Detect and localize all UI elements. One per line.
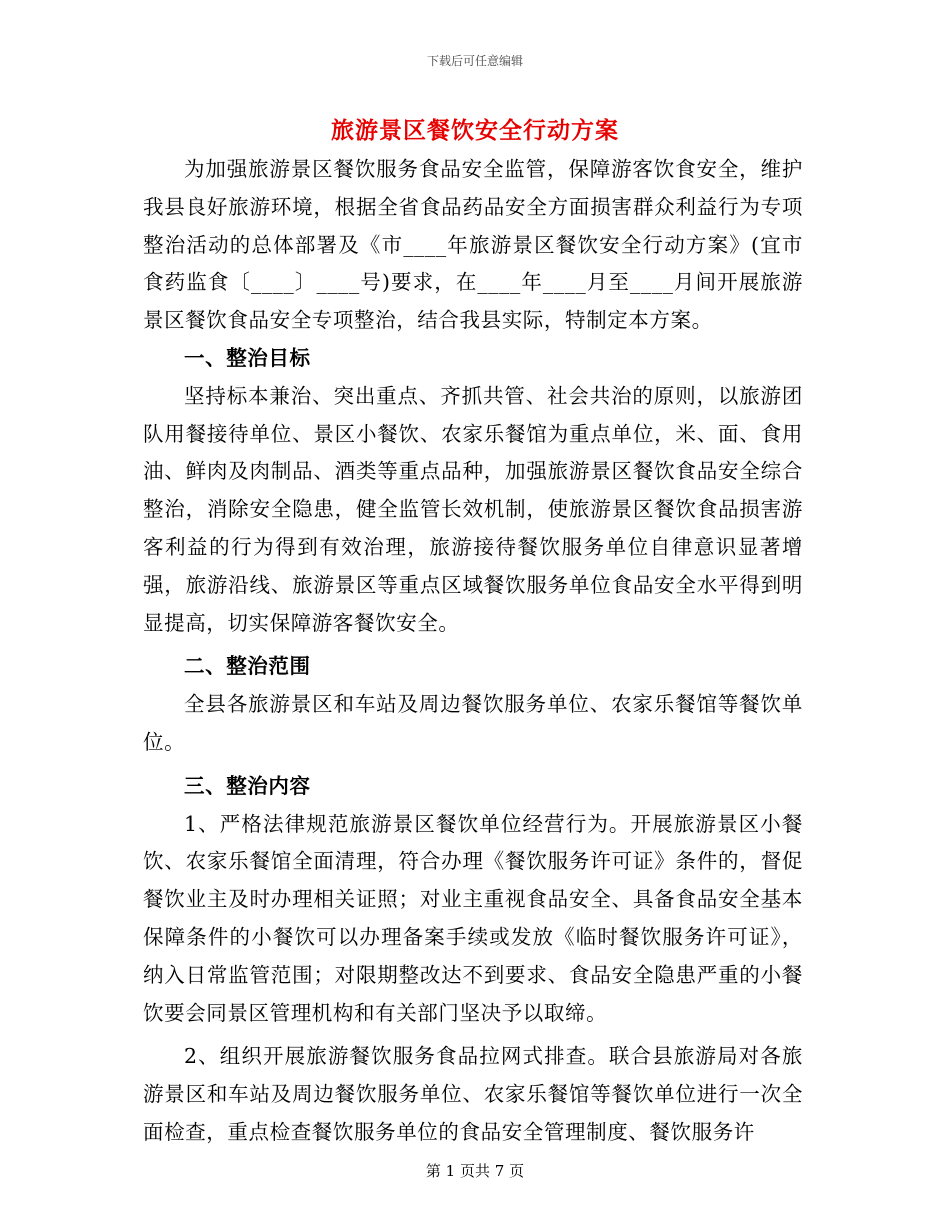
content-paragraph-2: 2、组织开展旅游餐饮服务食品拉网式排查。联合县旅游局对各旅游景区和车站及周边餐饮服务单位、农家乐餐馆等餐饮单位进行一次全面检查，重点检查餐饮服务单位的食品安全管理制度、餐饮服务许 xyxy=(143,1044,803,1144)
scope-paragraph: 全县各旅游景区和车站及周边餐饮服务单位、农家乐餐馆等餐饮单位。 xyxy=(143,692,803,754)
content-paragraph-1: 1、严格法律规范旅游景区餐饮单位经营行为。开展旅游景区小餐饮、农家乐餐馆全面清理，符合办理《餐饮服务许可证》条件的，督促餐饮业主及时办理相关证照；对业主重视食品安全、具备食品安全基本保障条件的小餐饮可以办理备案手续或发放《临时餐饮服务许可证》，纳入日常监管范围；对限期整改达不到要求、食品安全隐患严重的小餐饮要会同景区管理机构和有关部门坚决予以取缔。 xyxy=(143,811,803,1025)
header-note: 下载后可任意编辑 xyxy=(426,54,523,68)
section-heading-scope: 二、整治范围 xyxy=(184,654,311,679)
goals-paragraph: 坚持标本兼治、突出重点、齐抓共管、社会共治的原则，以旅游团队用餐接待单位、景区小餐饮、农家乐餐馆为重点单位，米、面、食用油、鲜肉及肉制品、酒类等重点品种，加强旅游景区餐饮食品安全综合整治，消除安全隐患，健全监管长效机制，使旅游景区餐饮食品损害游客利益的行为得到有效治理，旅游接待餐饮服务单位自律意识显著增强，旅游沿线、旅游景区等重点区域餐饮服务单位食品安全水平得到明显提高，切实保障游客餐饮安全。 xyxy=(143,383,803,635)
document-title: 旅游景区餐饮安全行动方案 xyxy=(331,117,619,144)
page-number: 第 1 页共 7 页 xyxy=(425,1162,525,1180)
section-heading-content: 三、整治内容 xyxy=(184,773,311,798)
section-heading-goals: 一、整治目标 xyxy=(184,345,311,370)
intro-paragraph: 为加强旅游景区餐饮服务食品安全监管，保障游客饮食安全，维护我县良好旅游环境，根据全省食品药品安全方面损害群众利益行为专项整治活动的总体部署及《市____年旅游景区餐饮安全行动方案》(宜市食药监食〔____〕____号)要求，在____年____月至____月间开展旅游景区餐饮食品安全专项整治，结合我县实际，特制定本方案。 xyxy=(143,157,803,333)
document-body xyxy=(143,151,803,1152)
